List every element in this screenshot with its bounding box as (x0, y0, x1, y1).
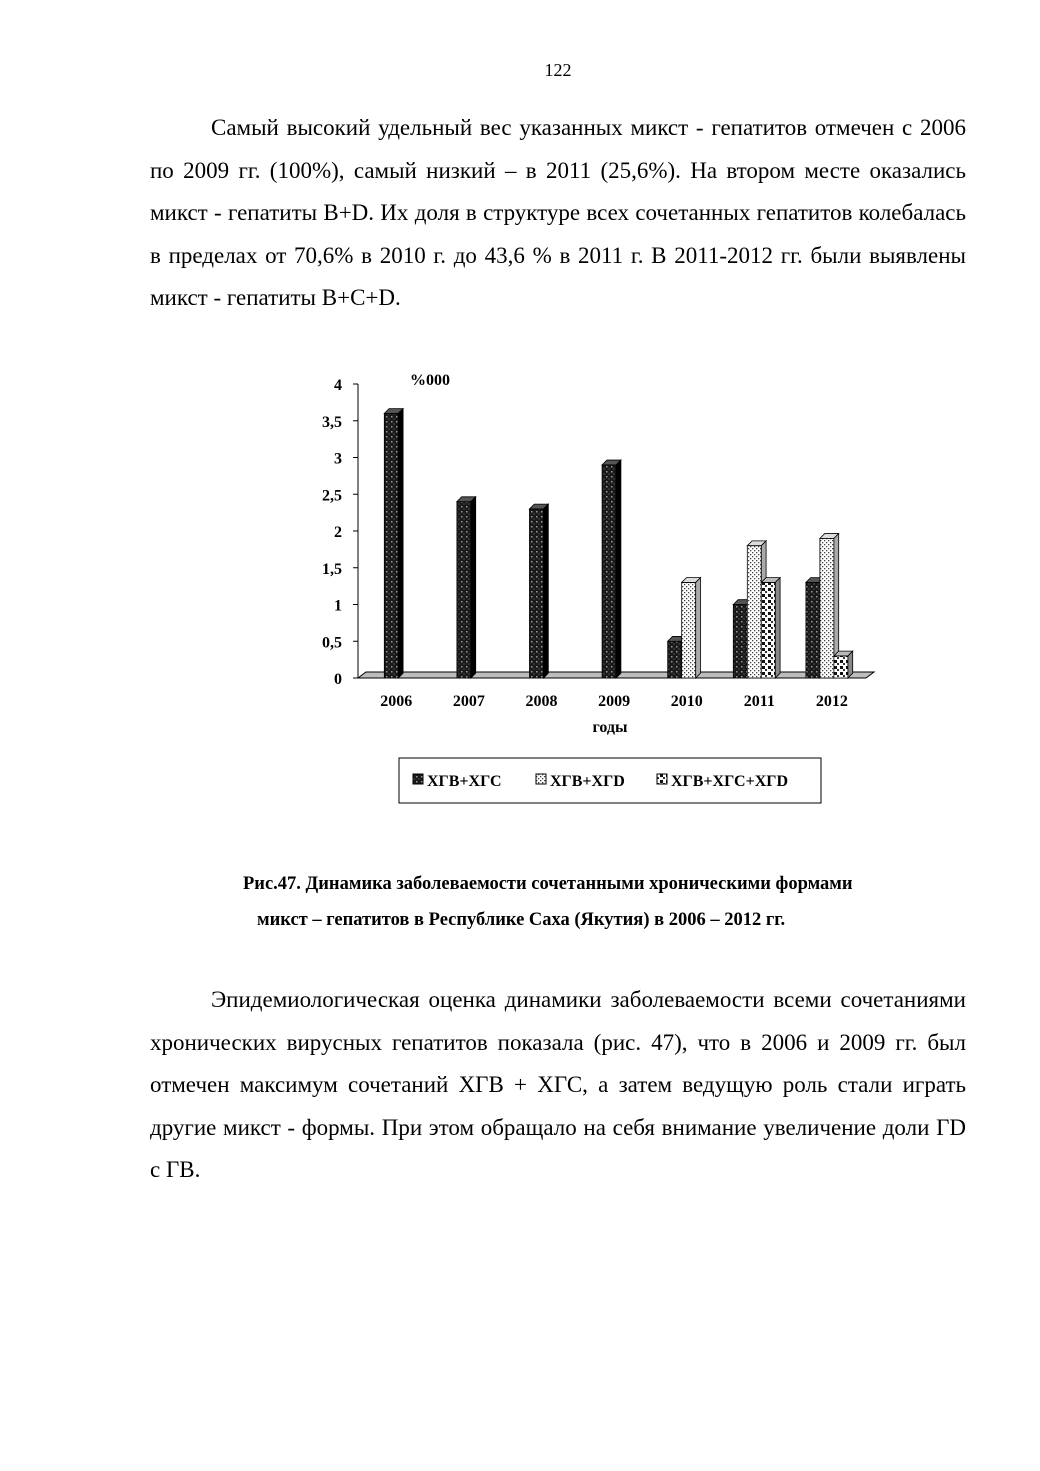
bar (668, 641, 682, 678)
bar-side-face (616, 460, 621, 678)
x-tick-label: 2011 (743, 693, 775, 710)
bar (761, 582, 775, 678)
paragraph-1: Самый высокий удельный вес указанных микст - гепатитов отмечен с 2006 по 2009 гг. (100%), самый низкий – в 2011 (25,6%). На втором месте оказались микст - гепатиты В+D. Их доля в структуре всех сочетанных гепатитов колебалась в пределах от 70,6% в 2010 г. до 43,6 % в 2011 г. В 2011-2012 гг. были выявлены микст - гепатиты В+С+D. (150, 115, 966, 310)
x-tick-label: 2010 (670, 693, 703, 710)
bar (733, 605, 747, 679)
legend-label: ХГВ+ХГС+ХГD (671, 773, 789, 790)
y-tick-label: 2,5 (322, 487, 342, 505)
legend-swatch (657, 774, 667, 784)
x-tick-label: 2006 (380, 693, 413, 710)
caption-line-2: микст – гепатитов в Республике Саха (Якутия) в 2006 – 2012 гг. (257, 910, 786, 930)
y-tick-label: 0,5 (322, 634, 342, 652)
bar (530, 509, 544, 678)
bar (806, 582, 820, 678)
bar (682, 582, 696, 678)
y-tick-label: 3 (334, 450, 342, 468)
y-tick-label: 0 (334, 671, 342, 688)
bar (820, 538, 834, 678)
bar (834, 656, 848, 678)
bar (602, 465, 616, 678)
x-tick-label: 2009 (598, 693, 631, 710)
bar-side-face (471, 497, 476, 678)
y-tick-label: 1 (334, 597, 342, 615)
bar-side-face (544, 504, 549, 678)
y-tick-label: 2 (334, 524, 342, 541)
legend-swatch (536, 774, 546, 784)
y-tick-label: 4 (334, 377, 342, 394)
x-axis-label: годы (592, 719, 628, 736)
x-tick-label: 2007 (452, 693, 485, 710)
y-tick-label: 1,5 (322, 560, 342, 578)
incidence-chart (0, 360, 1040, 820)
paragraph-2: Эпидемиологическая оценка динамики заболеваемости всеми сочетаниями хронических вирусных гепатитов показала (рис. 47), что в 2006 и 2009 гг. был отмечен максимум сочетаний ХГВ + ХГС, а затем ведущую роль стали играть другие микст - формы. При этом обращало на себя внимание увеличение доли ГD с ГВ. (150, 987, 966, 1182)
bar-side-face (775, 578, 780, 678)
x-tick-label: 2008 (525, 693, 558, 710)
x-tick-label: 2012 (815, 693, 848, 710)
y-tick-label: 3,5 (322, 413, 342, 431)
legend-swatch (413, 774, 423, 784)
bar (457, 502, 471, 678)
legend-label: ХГВ+ХГD (550, 773, 625, 790)
bar-side-face (848, 651, 853, 678)
bar-side-face (696, 578, 701, 678)
caption-line-1: Рис.47. Динамика заболеваемости сочетанными хроническими формами (243, 874, 853, 894)
bar (747, 546, 761, 678)
y-unit-label: %000 (410, 372, 450, 389)
bar (384, 413, 398, 678)
legend-label: ХГВ+ХГС (427, 773, 502, 790)
page-number: 122 (544, 60, 572, 80)
bar-side-face (398, 409, 403, 678)
